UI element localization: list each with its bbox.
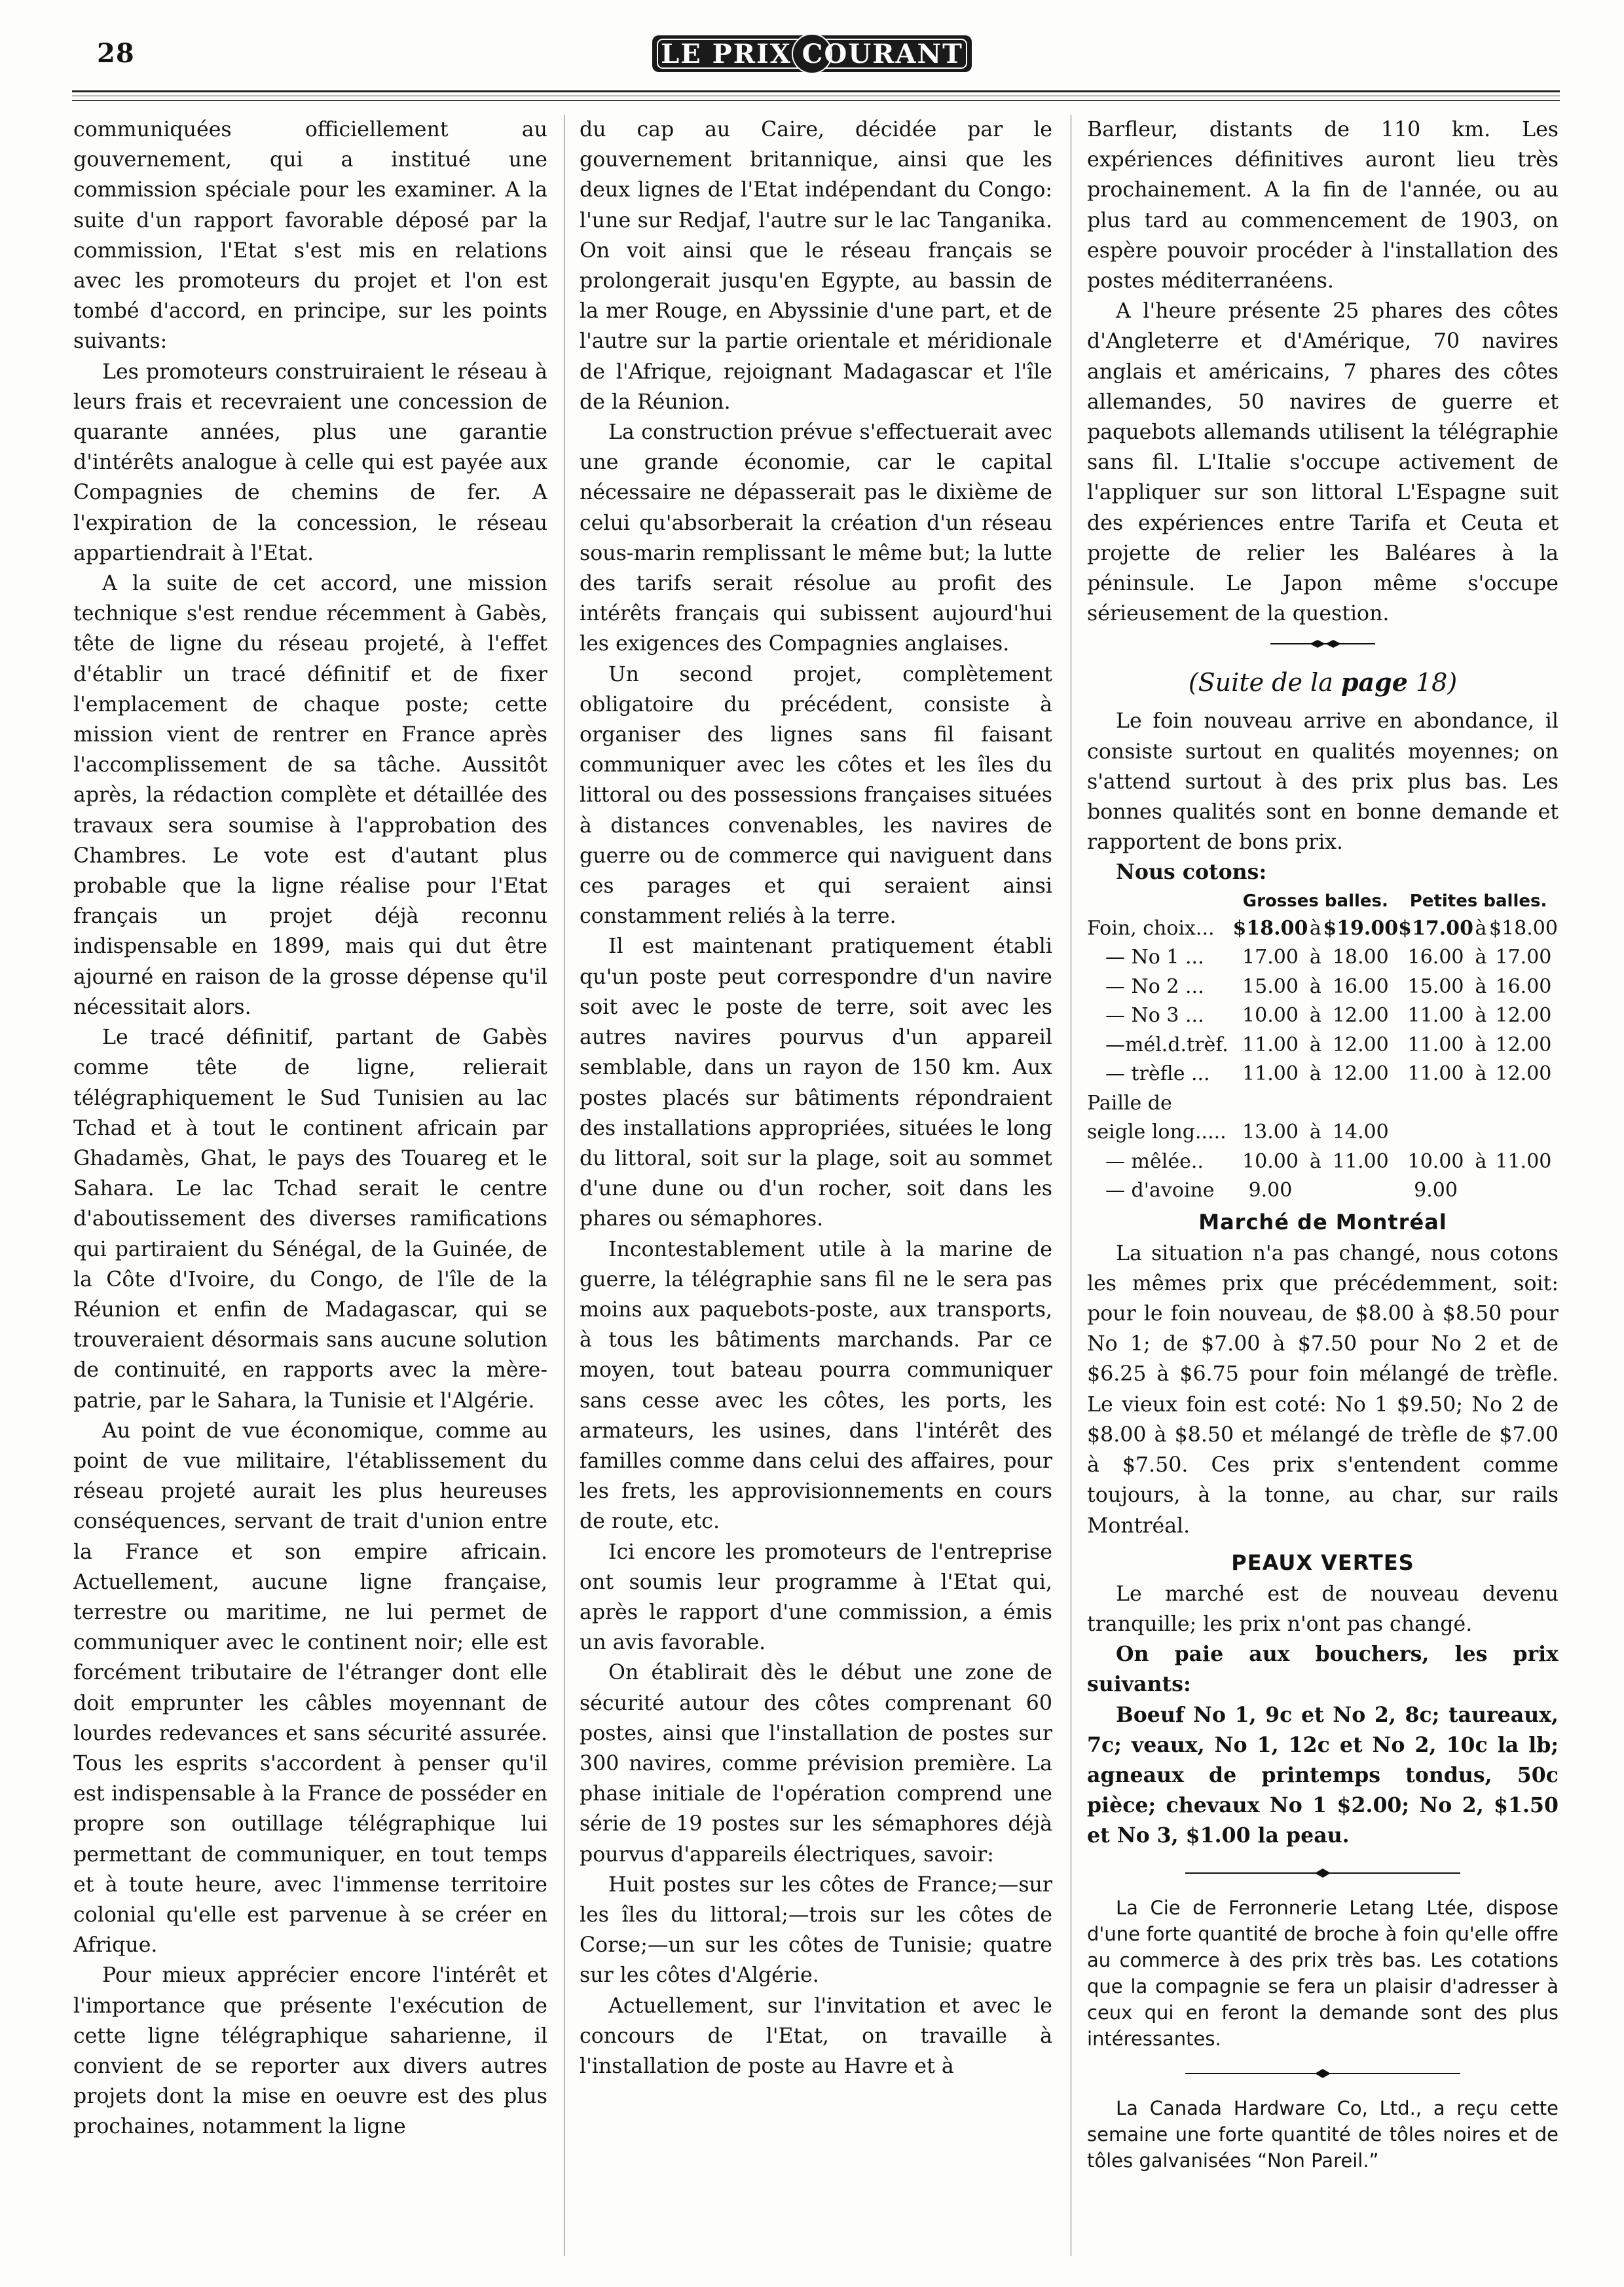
section-heading-peaux-vertes: PEAUX VERTES	[1231, 1550, 1414, 1575]
price-cell: à	[1475, 1149, 1487, 1173]
price-cell: à	[1309, 916, 1321, 940]
section-heading-montreal: Marché de Montréal	[1198, 1209, 1447, 1235]
price-cell: à	[1309, 1033, 1321, 1056]
paragraph: du cap au Caire, décidée par le gouvernement britannique, ainsi que les deux lignes de l'Etat indépendant du Congo: l'une sur Redjaf, l'autre sur le lac Tanganika. On voit ainsi que le réseau français se prolongerait jusqu'en Egypte, au bassin de la mer Rouge, en Abyssinie d'une part, et de l'autre sur la partie orientale et méridionale de l'Afrique, rejoignant Madagascar et l'île de la Réunion.	[580, 118, 1052, 414]
paragraph: Le marché est de nouveau devenu tranquille; les prix n'ont pas changé.	[1087, 1582, 1559, 1636]
price-cell: à	[1475, 1033, 1487, 1056]
paragraph: communiquées officiellement au gouvernement, qui a institué une commission spéciale pour les examiner. A la suite d'un rapport favorable déposé par la commission, l'Etat s'est mis en relations avec les promoteurs du projet et l'on est tombé d'accord, en principe, sur les points suivants:	[73, 118, 547, 354]
paragraph: A la suite de cet accord, une mission technique s'est rendue récemment à Gabès, tête de ligne du réseau projeté, à l'effet d'établir un tracé définitif et de fixer l'emplacement de chaque poste; cette mission vient de rentrer en France après l'accomplissement de sa tâche. Aussitôt après, la rédaction complète et détaillée des travaux sera soumise à l'approbation des Chambres. Le vote est d'autant plus probable que la ligne réalise pour l'Etat français un projet déjà reconnu indispensable en 1899, mais qui dut être ajourné en raison de la grosse dépense qu'il nécessitait alors.	[73, 572, 547, 1019]
svg-text:LE PRIX COURANT: LE PRIX COURANT	[661, 39, 963, 69]
price-cell: 11.00	[1332, 1149, 1389, 1173]
row-label: — d'avoine	[1105, 1179, 1215, 1202]
paragraph: On établirait dès le début une zone de sécurité autour des côtes comprenant 60 postes, ainsi que l'installation de postes sur 300 navires, comme prévision première. La phase initiale de l'opération comprend une série de 19 postes sur les sémaphores déjà pourvus d'appareils électriques, savoir:	[580, 1661, 1052, 1867]
paragraph: Huit postes sur les côtes de France;—sur les îles du littoral;—trois sur les côtes de Corse;—un sur les côtes de Tunisie; quatre sur les côtes d'Algérie.	[580, 1872, 1052, 1988]
column-3	[1087, 115, 1559, 2269]
price-cell: à	[1309, 1121, 1321, 1144]
table-row	[1087, 1060, 1559, 1089]
paragraph: Les promoteurs construiraient le réseau à leurs frais et recevraient une concession de quarante années, plus une garantie d'intérêts analogue à celle qui est payée aux Compagnies de chemins de fer. A l'expiration de la concession, le réseau appartiendrait à l'Etat.	[73, 360, 547, 565]
masthead-logo	[648, 26, 976, 79]
price-cell: $18.00	[1488, 916, 1558, 940]
table-row	[1087, 1089, 1559, 1147]
row-label: — No 2 ...	[1105, 975, 1204, 998]
table-row	[1087, 1031, 1559, 1060]
price-cell: 11.00	[1242, 1033, 1299, 1056]
hay-price-table	[1087, 888, 1559, 1206]
price-cell: à	[1309, 946, 1321, 969]
price-cell: 12.00	[1332, 1004, 1389, 1028]
price-cell: 16.00	[1495, 975, 1552, 998]
price-cell: 10.00	[1242, 1149, 1299, 1173]
price-cell: 15.00	[1407, 975, 1464, 998]
paragraph: Un second projet, complètement obligatoire du précédent, consiste à organiser des lignes sans fil faisant communiquer avec les côtes et les îles du littoral ou des possessions françaises situées à distances convenables, les navires de guerre ou de commerce qui naviguent dans ces parages et qui seraient ainsi constamment reliés à la terre.	[580, 662, 1052, 929]
table-row	[1087, 1001, 1559, 1031]
price-cell: 15.00	[1242, 975, 1299, 998]
price-cell: 14.00	[1332, 1121, 1389, 1144]
price-cell: $18.00	[1232, 916, 1308, 940]
column-2	[580, 115, 1052, 2269]
row-label: Paille de seigle long.....	[1087, 1091, 1227, 1144]
price-cell: à	[1475, 975, 1487, 998]
price-cell: $19.00	[1323, 916, 1399, 940]
price-cell: 17.00	[1242, 946, 1299, 969]
price-cell: 12.00	[1332, 1062, 1389, 1086]
table-row	[1087, 943, 1559, 973]
price-cell: 11.00	[1242, 1062, 1299, 1086]
paragraph: A l'heure présente 25 phares des côtes d'Angleterre et d'Amérique, 70 navires anglais et américains, 7 phares des côtes allemandes, 50 navires de guerre et paquebots allemands utilisent la télégraphie sans fil. L'Italie s'occupe activement de l'appliquer sur son littoral L'Espagne suit des expériences entre Tarifa et Ceuta et projette de relier les Baléares à la péninsule. Le Japon même s'occupe sérieusement de la question.	[1087, 299, 1559, 626]
price-cell: 18.00	[1332, 946, 1389, 969]
paragraph: Le foin nouveau arrive en abondance, il consiste surtout en qualités moyennes; on s'attend surtout à des prix plus bas. Les bonnes qualités sont en bonne demande et rapportent de bons prix.	[1087, 709, 1559, 855]
column-1	[73, 115, 547, 2269]
price-cell: à	[1475, 1062, 1487, 1086]
paragraph: On paie aux bouchers, les prix suivants:	[1087, 1642, 1559, 1697]
price-cell: à	[1309, 1004, 1321, 1028]
table-header-row	[1087, 888, 1559, 914]
row-label: — mêlée..	[1105, 1149, 1204, 1173]
table-row	[1087, 1176, 1559, 1206]
price-cell: 13.00	[1242, 1121, 1299, 1144]
notice-letang: La Cie de Ferronnerie Letang Ltée, dispose d'une forte quantité de broche à foin qu'elle offre au commerce à des prix très bas. Les cotations que la compagnie se fera un plaisir d'adresser à ceux qui en feront la demande sont des plus intéressantes.	[1087, 1896, 1559, 2050]
header-rule	[72, 90, 1560, 92]
paragraph: La situation n'a pas changé, nous cotons les mêmes prix que précédemment, soit: pour le foin nouveau, de $8.00 à $8.50 pour No 1; de $7.00 à $7.50 pour No 2 et de $6.25 à $6.75 pour foin mélangé de trèfle. Le vieux foin est coté: No 1 $9.50; No 2 de $8.00 à $8.50 et mélangé de trèfle de $7.00 à $7.50. Ces prix s'entendent comme toujours, à la tonne, au char, sur rails Montréal.	[1087, 1241, 1559, 1538]
price-cell: 12.00	[1332, 1033, 1389, 1056]
ornament-divider	[1087, 1858, 1559, 1888]
notice-canada-hardware: La Canada Hardware Co, Ltd., a reçu cette semaine une forte quantité de tôles noires et de tôles galvanisées “Non Pareil.”	[1087, 2096, 1559, 2172]
paragraph: La construction prévue s'effectuerait avec une grande économie, car le capital nécessaire ne dépasserait pas le dixième de celui qu'absorberait la création d'un réseau sous-marin remplissant le même but; la lutte des tarifs serait résolue au profit des intérêts français qui subissent aujourd'hui les exigences des Compagnies anglaises.	[580, 420, 1052, 656]
column-header: Petites balles.	[1409, 891, 1547, 911]
price-cell: 10.00	[1407, 1149, 1464, 1173]
price-cell	[1473, 1089, 1488, 1147]
price-cell: 17.00	[1495, 946, 1552, 969]
table-row	[1087, 973, 1559, 1002]
paragraph: Le tracé définitif, partant de Gabès comme tête de ligne, relierait télégraphiquement le Sud Tunisien au lac Tchad et à tout le continent africain par Ghadamès, Ghat, le pays des Touareg et le Sahara. Le lac Tchad serait le centre d'aboutissement des diverses ramifications qui partiraient du Sénégal, de la Guinée, de la Côte d'Ivoire, du Congo, de l'île de la Réunion et enfin de Madagascar, qui se trouveraient désormais sans aucune solution de continuité, en rapports avec la mère-patrie, par le Sahara, la Tunisie et l'Algérie.	[73, 1026, 547, 1413]
column-header: Grosses balles.	[1242, 891, 1388, 911]
price-cell: à	[1475, 916, 1487, 940]
price-cell: à	[1475, 1004, 1487, 1028]
nous-cotons-label: Nous cotons:	[1116, 860, 1267, 885]
paragraph: Incontestablement utile à la marine de guerre, la télégraphie sans fil ne le sera pas moins aux paquebots-poste, aux transports, à tous les bâtiments marchands. Par ce moyen, tout bateau pourra communiquer sans cesse avec les côtes, les ports, les armateurs, les usines, dans l'intérêt des familles comme dans celui des affaires, pour les frets, les approvisionnements en cours de route, etc.	[580, 1237, 1052, 1534]
price-cell: à	[1475, 946, 1487, 969]
price-cell: 12.00	[1495, 1004, 1552, 1028]
price-cell	[1308, 1176, 1323, 1206]
paragraph: Ici encore les promoteurs de l'entreprise ont soumis leur programme à l'Etat qui, après le rapport d'une commission, a émis un avis favorable.	[580, 1540, 1052, 1655]
price-cell: 12.00	[1495, 1033, 1552, 1056]
price-cell: à	[1309, 1062, 1321, 1086]
price-cell: $17.00	[1398, 916, 1473, 940]
price-cell: 9.00	[1414, 1179, 1458, 1202]
price-cell: 11.00	[1407, 1004, 1464, 1028]
paragraph: Barfleur, distants de 110 km. Les expériences définitives auront lieu très prochainement. A la fin de l'année, ou au plus tard au commencement de 1903, on espère pouvoir procéder à l'installation des postes méditerranéens.	[1087, 118, 1559, 293]
ornament-divider	[1087, 2058, 1559, 2089]
price-cell: 11.00	[1495, 1149, 1552, 1173]
price-cell: à	[1309, 1149, 1321, 1173]
paragraph: Au point de vue économique, comme au point de vue militaire, l'établissement du réseau projeté aurait les plus heureuses conséquences, servant de trait d'union entre la France et son empire africain. Actuellement, aucune ligne française, terrestre ou maritime, ne lui permet de communiquer avec le continent noir; elle est forcément tributaire de l'étranger dont elle doit emprunter les câbles moyennant de lourdes redevances et sans sécurité assurée. Tous les esprits s'accordent à penser qu'il est indispensable à la France de posséder en propre son outillage télégraphique lui permettant de communiquer, en tout temps et à toute heure, avec l'immense territoire colonial qu'elle est parvenue à se créer en Afrique.	[73, 1419, 547, 1958]
price-cell: 9.00	[1248, 1179, 1293, 1202]
price-cell: 16.00	[1332, 975, 1389, 998]
price-cell	[1488, 1089, 1559, 1147]
price-cell: 12.00	[1495, 1062, 1552, 1086]
table-row	[1087, 1147, 1559, 1177]
price-cell: 16.00	[1407, 946, 1464, 969]
row-label: — No 3 ...	[1105, 1004, 1204, 1028]
price-cell	[1398, 1089, 1473, 1147]
table-row	[1087, 914, 1559, 944]
price-cell	[1488, 1176, 1559, 1206]
header-rule-thin-2	[72, 100, 1560, 101]
suite-heading: (Suite de la page 18)	[1188, 667, 1458, 697]
page-number: 28	[97, 38, 135, 69]
row-label: — trèfle ...	[1105, 1062, 1210, 1086]
price-cell	[1473, 1176, 1488, 1206]
price-cell: 10.00	[1242, 1004, 1299, 1028]
row-label: — No 1 ...	[1105, 946, 1204, 969]
price-cell: 11.00	[1407, 1033, 1464, 1056]
paragraph: Il est maintenant pratiquement établi qu'un poste peut correspondre d'un navire soit avec le poste de terre, soit avec les autres navires pourvus d'un appareil semblable, dans un rayon de 150 km. Aux postes placés sur bâtiments répondraient des installations appropriées, situées le long du littoral, soit sur la plage, soit au sommet d'une dune ou d'un rocher, soit dans les phares ou sémaphores.	[580, 935, 1052, 1231]
ornament-divider	[1087, 629, 1559, 659]
price-cell	[1323, 1176, 1398, 1206]
price-cell: 11.00	[1407, 1062, 1464, 1086]
paragraph: Pour mieux apprécier encore l'intérêt et l'importance que présente l'exécution de cette ligne télégraphique saharienne, il convient de se reporter aux divers autres projets dont la mise en oeuvre est des plus prochaines, notamment la ligne	[73, 1963, 547, 2139]
row-label: Foin, choix...	[1087, 916, 1215, 940]
paragraph: Actuellement, sur l'invitation et avec le concours de l'Etat, on travaille à l'installation de poste au Havre et à	[580, 1994, 1052, 2078]
paragraph: Boeuf No 1, 9c et No 2, 8c; taureaux, 7c; veaux, No 1, 12c et No 2, 10c la lb; agneaux de printemps tondus, 50c pièce; chevaux No 1 $2.00; No 2, $1.50 et No 3, $1.00 la peau.	[1087, 1702, 1559, 1848]
row-label: —mél.d.trèf.	[1105, 1033, 1228, 1056]
price-cell: à	[1309, 975, 1321, 998]
